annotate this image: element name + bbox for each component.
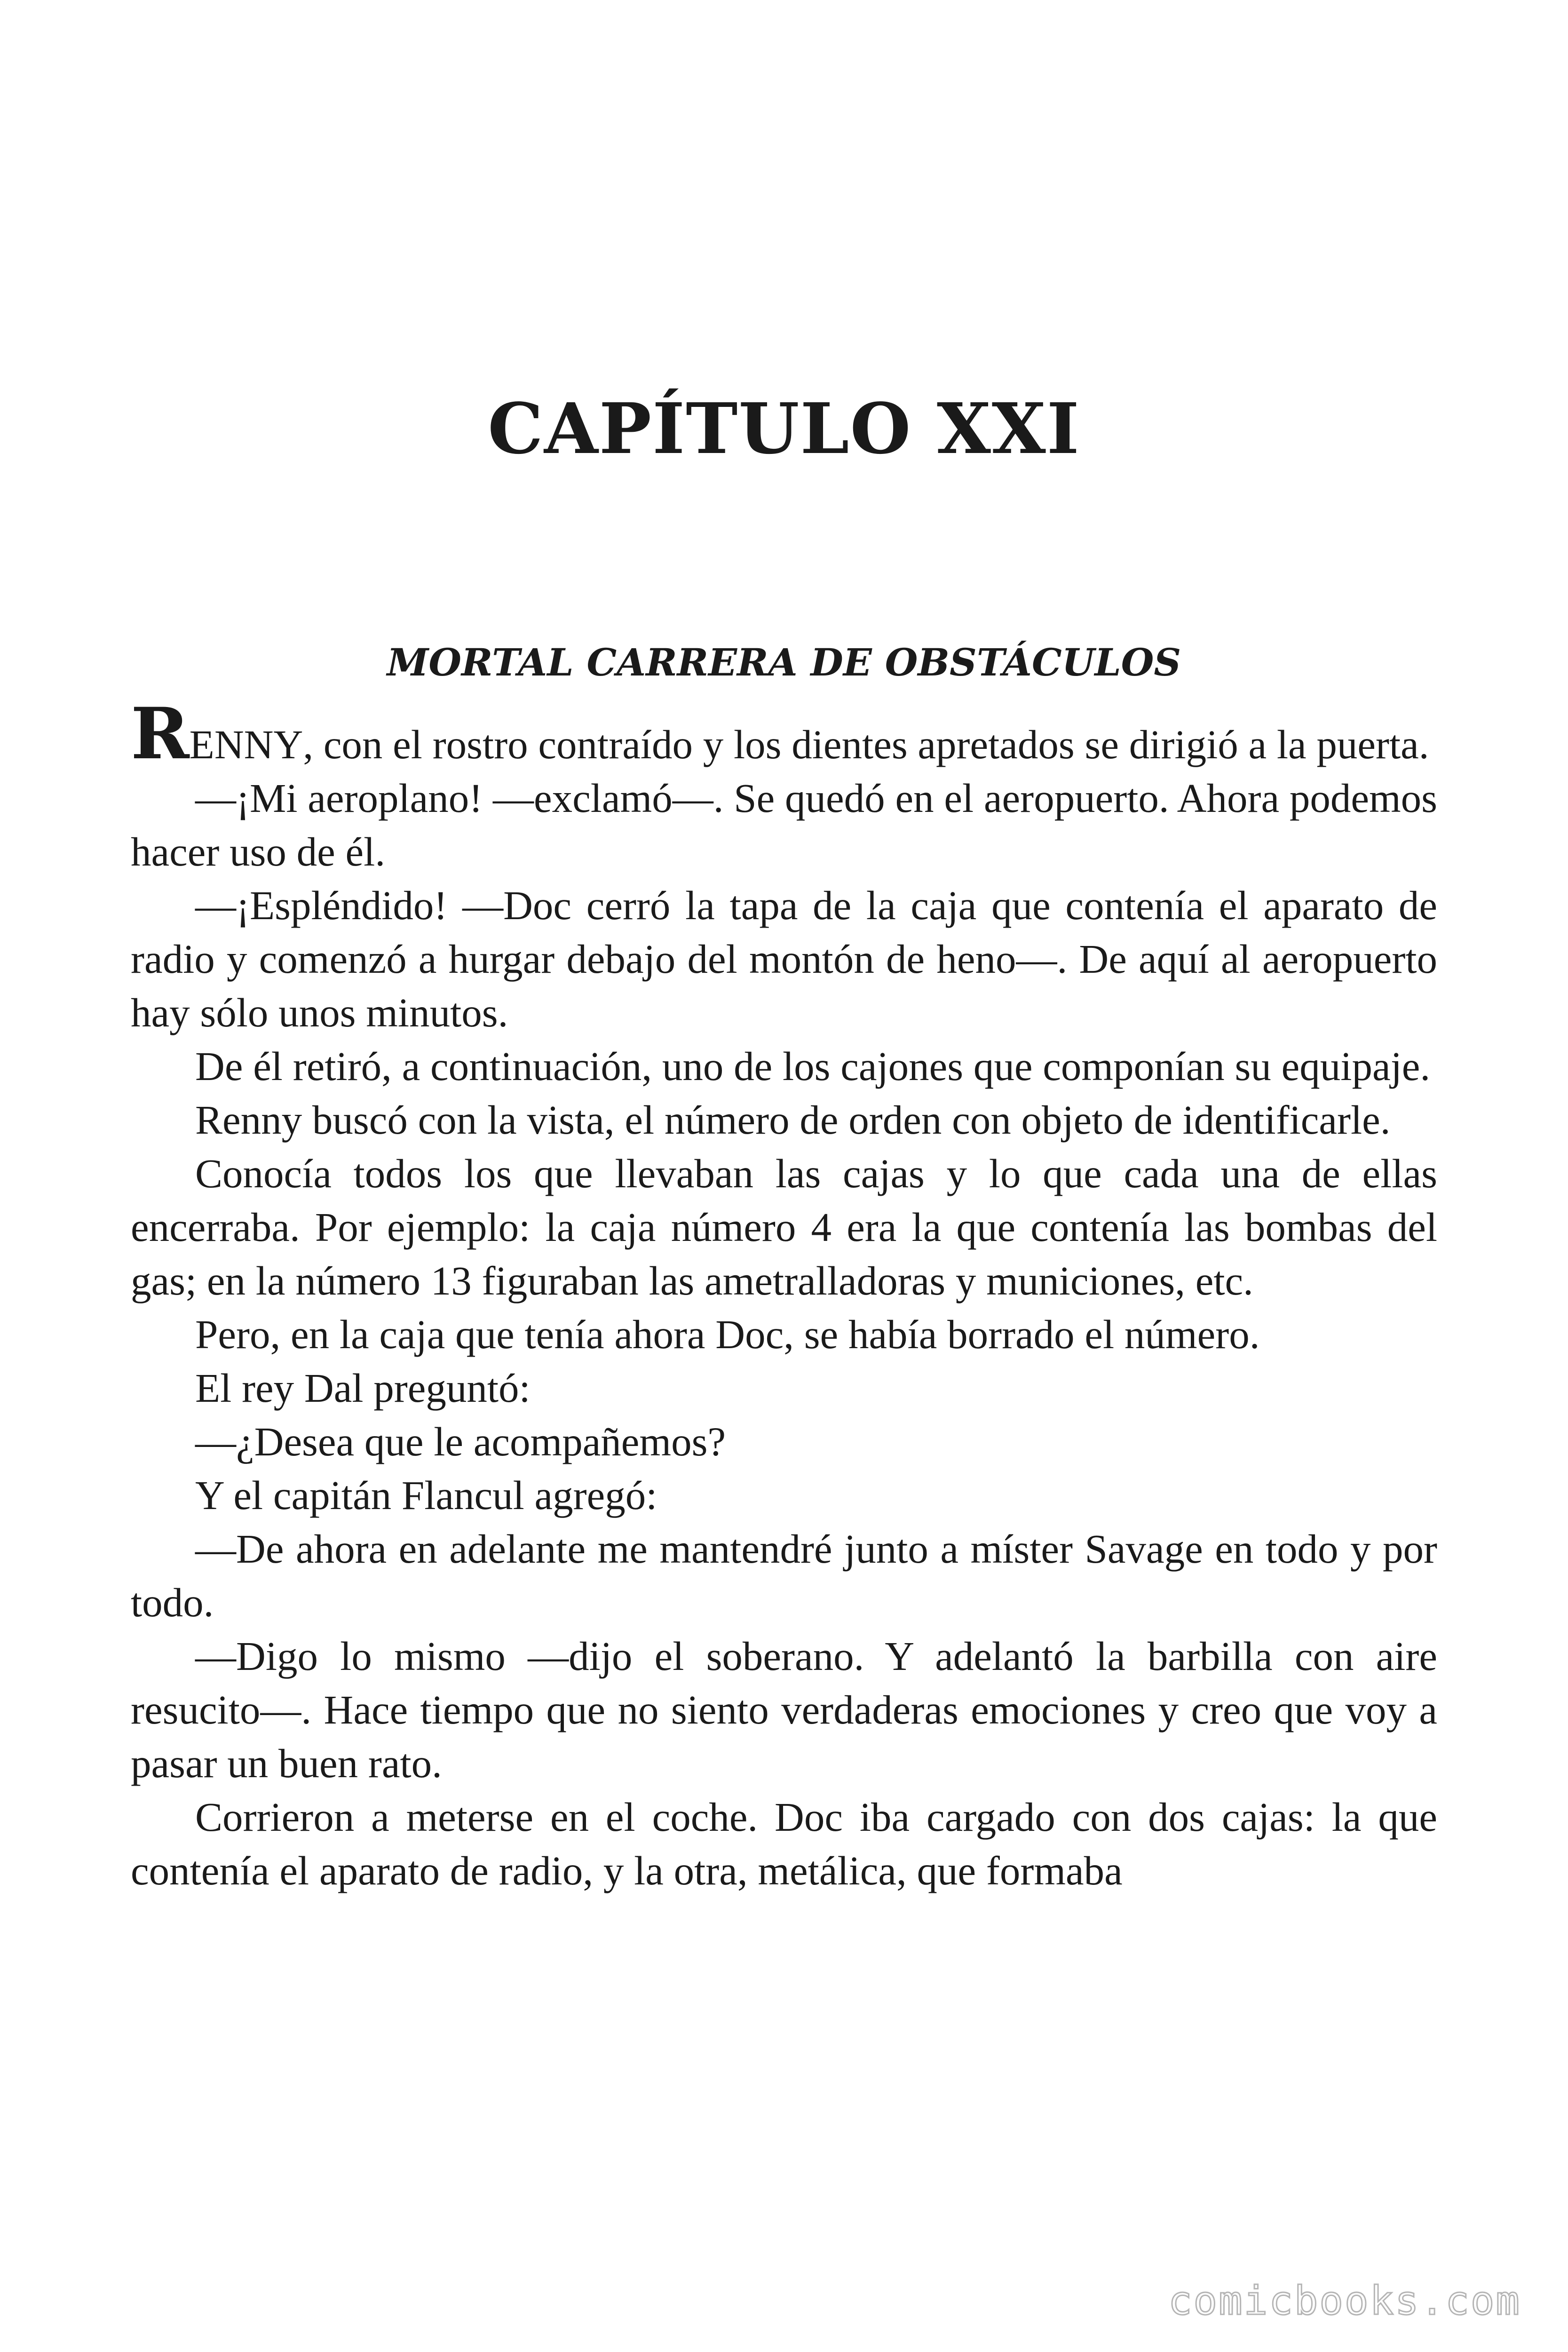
paragraph: Renny buscó con la vista, el número de orden con objeto de identificarle. (195, 1097, 1391, 1143)
paragraph: —¡Mi aeroplano! —exclamó—. Se quedó en el aeropuerto. Ahora podemos hacer uso de él. (131, 775, 1437, 874)
paragraph-text: , con el rostro contraído y los dientes apretados se dirigió a la puerta. (303, 722, 1429, 767)
book-page (131, 0, 1437, 2352)
paragraph: Y el capitán Flancul agregó: (195, 1472, 657, 1518)
paragraph: —¿Desea que le acompañemos? (195, 1419, 726, 1464)
watermark: comicbooks.com (1168, 2278, 1521, 2324)
paragraph: Conocía todos los que llevaban las cajas y lo que cada una de ellas encerraba. Por ejemplo: la caja número 4 era la que contenía las bombas del gas; en la número 13 figuraban las ametralladoras y municiones, etc. (131, 1151, 1437, 1303)
small-caps-lead: ENNY (189, 722, 303, 767)
paragraph: De él retiró, a continuación, uno de los cajones que componían su equipaje. (195, 1043, 1431, 1089)
paragraph: —¡Espléndido! —Doc cerró la tapa de la caja que contenía el aparato de radio y comenzó a hurgar debajo del montón de heno—. De aquí al aeropuerto hay sólo unos minutos. (131, 882, 1437, 1035)
paragraph: Pero, en la caja que tenía ahora Doc, se había borrado el número. (195, 1311, 1260, 1357)
paragraph: —De ahora en adelante me mantendré junto a míster Savage en todo y por todo. (131, 1526, 1437, 1625)
paragraph: El rey Dal preguntó: (195, 1365, 531, 1411)
paragraph: Corrieron a meterse en el coche. Doc iba cargado con dos cajas: la que contenía el aparato de radio, y la otra, metálica, que formaba (131, 1794, 1437, 1893)
paragraph (131, 692, 1437, 775)
drop-cap: R (131, 692, 190, 775)
paragraph: —Digo lo mismo —dijo el soberano. Y adelantó la barbilla con aire resucito—. Hace tiempo que no siento verdaderas emociones y creo que voy a pasar un buen rato. (131, 1633, 1437, 1786)
chapter-subtitle: MORTAL CARRERA DE OBSTÁCULOS (387, 640, 1181, 684)
chapter-body (131, 692, 1437, 1898)
chapter-title: CAPÍTULO XXI (488, 388, 1080, 469)
